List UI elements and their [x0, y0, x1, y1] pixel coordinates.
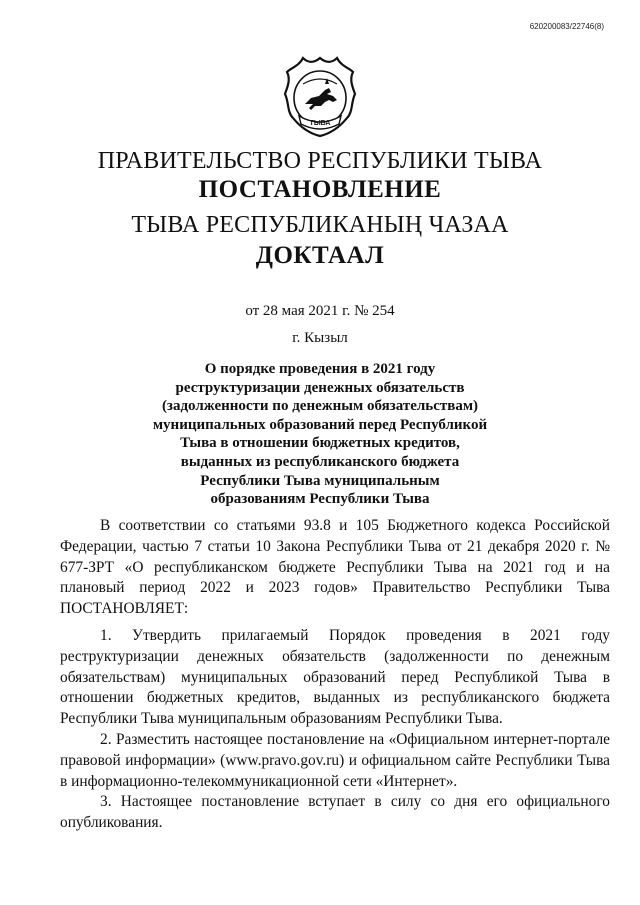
government-title-tyvan: ТЫВА РЕСПУБЛИКАНЫҢ ЧАЗАА	[131, 212, 509, 238]
decree-subject	[0, 360, 640, 509]
subject-line: Тыва в отношении бюджетных кредитов,	[180, 435, 460, 452]
document-code: 620200083/22746(8)	[529, 22, 604, 31]
subject-line: образованиям Республики Тыва	[210, 491, 430, 508]
subject-line: О порядке проведения в 2021 году	[204, 361, 436, 377]
subject-line: реструктуризации денежных обязательств	[175, 379, 465, 396]
subject-line: муниципальных образований перед Республикой	[152, 416, 488, 433]
decree-items	[60, 626, 610, 834]
decree-item-2: 2. Разместить настоящее постановление на «Официальном интернет-портале правовой информации» (www.pravo.gov.ru) и официальном сайте Республики Тыва в информационно-телекоммуникационной сети «Интернет».	[60, 730, 610, 790]
preamble-section	[60, 516, 610, 620]
decree-date: от 28 мая 2021 г. № 254	[245, 303, 395, 319]
government-title: ПРАВИТЕЛЬСТВО РЕСПУБЛИКИ ТЫВА	[97, 148, 543, 174]
subject-line: выданных из республиканского бюджета	[180, 453, 460, 470]
preamble-paragraph: В соответствии со статьями 93.8 и 105 Бюджетного кодекса Российской Федерации, частью 7 статьи 10 Закона Республики Тыва от 21 декабря 2020 г. № 677-ЗРТ «О республиканском бюджете Республики Тыва на 2021 год и на плановый период 2022 и 2023 годов» Правительство Республики Тыва ПОСТАНОВЛЯЕТ:	[60, 517, 610, 618]
decree-title-tyvan: ДОКТААЛ	[255, 242, 385, 269]
decree-item-3: 3. Настоящее постановление вступает в силу со дня его официального опубликования.	[60, 793, 610, 832]
decree-place: г. Кызыл	[292, 330, 348, 346]
subject-line: (задолженности по денежным обязательствам)	[161, 398, 479, 415]
svg-text:ТЫВА: ТЫВА	[309, 120, 331, 127]
decree-item-1: 1. Утвердить прилагаемый Порядок проведения в 2021 году реструктуризации денежных обязательств (задолженности по денежным обязательствам) муниципальных образований перед Республикой Тыва в отношении бюджетных кредитов, выданных из республиканского бюджета Республики Тыва муниципальным образованиям Республики Тыва.	[60, 627, 610, 728]
tuva-coat-of-arms-icon	[281, 54, 359, 140]
decree-title: ПОСТАНОВЛЕНИЕ	[198, 176, 442, 203]
subject-line: Республики Тыва муниципальным	[200, 472, 440, 489]
